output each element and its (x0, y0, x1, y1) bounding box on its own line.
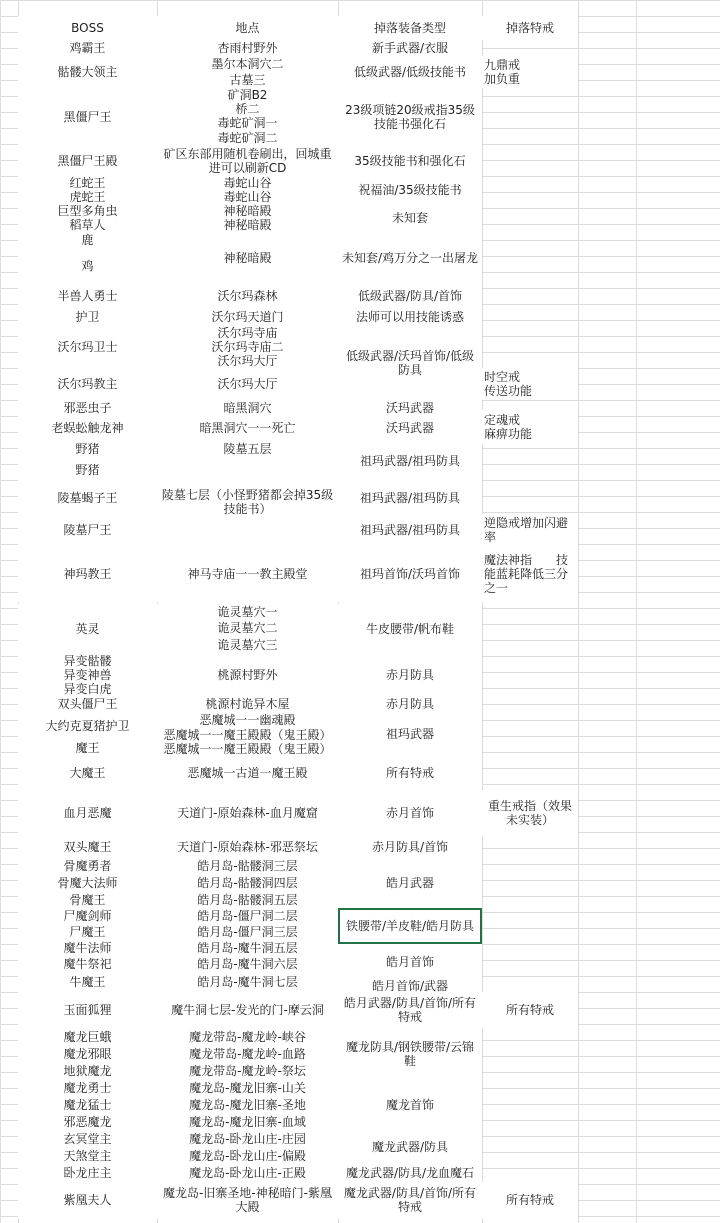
drop-cell[interactable]: 魔龙武器/防具 (338, 1130, 482, 1164)
boss-cell[interactable]: 骨魔王 (18, 892, 157, 908)
location-cell[interactable]: 沃尔玛森林 (157, 284, 338, 308)
boss-cell[interactable]: 紫凰夫人 (18, 1182, 157, 1218)
location-cell[interactable]: 魔龙岛-魔龙旧寨-血域 (157, 1114, 338, 1130)
boss-cell[interactable]: 玉面狐狸 (18, 992, 157, 1028)
drop-cell[interactable]: 祖玛武器/祖玛防具 (338, 514, 482, 546)
drop-cell[interactable]: 皓月首饰/武器 (338, 980, 482, 992)
location-cell[interactable]: 皓月岛-魔牛洞七层 (157, 972, 338, 992)
boss-cell[interactable]: 护卫 (18, 308, 157, 326)
boss-cell[interactable]: 骨魔大法师 (18, 874, 157, 892)
ring-cell[interactable]: 所有特戒 (482, 1182, 578, 1218)
header-cell-3[interactable]: 掉落特戒 (482, 16, 578, 40)
ring-cell[interactable]: 所有特戒 (482, 992, 578, 1028)
header-cell-1[interactable]: 地点 (157, 16, 338, 40)
ring-cell[interactable]: 魔法神指 技能蓝耗降低三分之一 (482, 546, 578, 602)
boss-cell[interactable]: 异变神兽 (18, 668, 157, 682)
boss-cell[interactable]: 骨魔勇者 (18, 858, 157, 874)
location-cell[interactable]: 沃尔玛大厅 (157, 368, 338, 400)
boss-cell[interactable]: 鹿 (18, 232, 157, 248)
boss-cell[interactable]: 尸魔剑师 (18, 908, 157, 924)
location-cell[interactable]: 诡灵墓穴二 (157, 620, 338, 636)
drop-cell[interactable]: 低级武器/沃玛首饰/低级防具 (338, 326, 482, 400)
drop-cell[interactable]: 皓月首饰 (338, 944, 482, 980)
drop-cell[interactable]: 皓月武器 (338, 858, 482, 908)
location-cell[interactable]: 魔龙岛-旧寨圣地-神秘暗门-紫凰大殿 (157, 1182, 338, 1218)
location-cell[interactable]: 恶魔城一一魔王殿殿（鬼王殿） (157, 742, 338, 756)
location-cell[interactable]: 皓月岛-僵尸洞二层 (157, 908, 338, 924)
location-cell[interactable]: 桃源村诡异木屋 (157, 696, 338, 712)
location-cell[interactable]: 沃尔玛寺庙二 (157, 340, 338, 354)
location-cell[interactable]: 天道门-原始森林-邪恶祭坛 (157, 836, 338, 858)
boss-cell[interactable]: 鸡 (18, 248, 157, 284)
boss-cell[interactable]: 血月恶魔 (18, 790, 157, 836)
drop-cell[interactable]: 所有特戒 (338, 756, 482, 790)
boss-cell[interactable]: 魔龙巨蛾 (18, 1028, 157, 1046)
drop-cell[interactable]: 23级项链20级戒指35级技能书强化石 (338, 88, 482, 146)
boss-cell[interactable]: 魔牛法师 (18, 940, 157, 956)
location-cell[interactable]: 恶魔城一古道一魔王殿 (157, 756, 338, 790)
location-cell[interactable]: 魔龙岛-卧龙山庄-正殿 (157, 1164, 338, 1182)
boss-cell[interactable]: 大魔王 (18, 756, 157, 790)
location-cell[interactable]: 神秘暗殿 (157, 218, 338, 232)
location-cell[interactable]: 毒蛇矿洞二 (157, 130, 338, 146)
boss-cell[interactable]: 陵墓蝎子王 (18, 482, 157, 514)
boss-cell[interactable]: 尸魔王 (18, 924, 157, 940)
boss-cell[interactable]: 大约克夏猪护卫 (18, 712, 157, 740)
location-cell[interactable]: 矿区东部用随机卷刷出，回城重进可以刷新CD (157, 146, 338, 176)
location-cell[interactable]: 毒蛇山谷 (157, 190, 338, 204)
location-cell[interactable]: 古墓三 (157, 72, 338, 88)
location-cell[interactable]: 暗黑洞穴 (157, 400, 338, 416)
boss-cell[interactable]: 魔王 (18, 740, 157, 756)
boss-cell[interactable]: 陵墓尸王 (18, 514, 157, 546)
boss-cell[interactable]: 邪恶魔龙 (18, 1114, 157, 1130)
boss-cell[interactable]: 虎蛇王 (18, 190, 157, 204)
location-cell[interactable]: 魔龙岛-魔龙旧寨-山关 (157, 1080, 338, 1096)
location-cell[interactable]: 皓月岛-魔牛洞五层 (157, 940, 338, 956)
location-cell[interactable]: 魔牛洞七层-发光的门-摩云洞 (157, 992, 338, 1028)
boss-cell[interactable]: 双头魔王 (18, 836, 157, 858)
drop-cell[interactable]: 赤月防具 (338, 654, 482, 696)
boss-cell[interactable]: 天煞堂主 (18, 1148, 157, 1164)
location-cell[interactable]: 神马寺庙一一教主殿堂 (157, 546, 338, 602)
boss-cell[interactable]: 黑僵尸王殿 (18, 146, 157, 176)
boss-cell[interactable]: 野猪 (18, 440, 157, 458)
ring-cell[interactable]: 定魂戒 麻痹功能 (482, 410, 578, 444)
location-cell[interactable]: 矿洞B2 (157, 88, 338, 102)
drop-cell[interactable]: 祖玛武器/祖玛防具 (338, 482, 482, 514)
location-cell[interactable]: 魔龙岛-卧龙山庄-庄园 (157, 1130, 338, 1148)
location-cell[interactable]: 陵墓五层 (157, 440, 338, 458)
location-cell[interactable]: 神秘暗殿 (157, 204, 338, 218)
location-cell[interactable]: 桥二 (157, 102, 338, 116)
location-cell[interactable]: 神秘暗殿 (157, 232, 338, 284)
boss-cell[interactable]: 半兽人勇士 (18, 284, 157, 308)
boss-cell[interactable]: 魔龙勇士 (18, 1080, 157, 1096)
boss-cell[interactable]: 沃尔玛卫士 (18, 326, 157, 368)
boss-cell[interactable]: 卧龙庄主 (18, 1164, 157, 1182)
drop-cell[interactable]: 低级武器/低级技能书 (338, 56, 482, 88)
drop-cell[interactable]: 祖玛武器/祖玛防具 (338, 440, 482, 482)
location-cell[interactable]: 沃尔玛天道门 (157, 308, 338, 326)
drop-cell[interactable]: 赤月防具 (338, 696, 482, 712)
location-cell[interactable]: 毒蛇山谷 (157, 176, 338, 190)
drop-cell[interactable]: 牛皮腰带/帆布鞋 (338, 604, 482, 654)
location-cell[interactable]: 墨尔本洞穴二 (157, 56, 338, 72)
boss-cell[interactable]: 英灵 (18, 604, 157, 654)
location-cell[interactable]: 魔龙带岛-魔龙岭-血路 (157, 1046, 338, 1062)
location-cell[interactable]: 暗黑洞穴一一死亡 (157, 416, 338, 440)
ring-cell[interactable]: 重生戒指（效果未实装） (482, 790, 578, 836)
boss-cell[interactable]: 玄冥堂主 (18, 1130, 157, 1148)
location-cell[interactable]: 沃尔玛寺庙 (157, 326, 338, 340)
header-cell-0[interactable]: BOSS (18, 16, 157, 40)
ring-cell[interactable]: 时空戒 传送功能 (482, 368, 578, 400)
location-cell[interactable]: 陵墓七层（小怪野猪都会掉35级技能书） (157, 458, 338, 546)
boss-cell[interactable]: 沃尔玛教主 (18, 368, 157, 400)
boss-cell[interactable]: 异变白虎 (18, 682, 157, 696)
location-cell[interactable]: 天道门-原始森林-血月魔窟 (157, 790, 338, 836)
boss-cell[interactable]: 异变骷髅 (18, 654, 157, 668)
drop-cell[interactable]: 魔龙防具/钢铁腰带/云锦鞋 (338, 1028, 482, 1080)
location-cell[interactable]: 魔龙岛-卧龙山庄-偏殿 (157, 1148, 338, 1164)
boss-cell[interactable]: 鸡霸王 (18, 40, 157, 56)
drop-cell[interactable]: 魔龙武器/防具/首饰/所有特戒 (338, 1182, 482, 1218)
drop-cell[interactable]: 未知套 (338, 204, 482, 232)
location-cell[interactable]: 皓月岛-骷髅洞四层 (157, 874, 338, 892)
boss-cell[interactable]: 老蜈蚣触龙神 (18, 416, 157, 440)
location-cell[interactable]: 诡灵墓穴一 (157, 604, 338, 620)
drop-cell[interactable]: 赤月首饰 (338, 790, 482, 836)
drop-cell[interactable]: 新手武器/衣服 (338, 40, 482, 56)
drop-cell[interactable]: 祖玛武器 (338, 712, 482, 756)
boss-cell[interactable]: 红蛇王 (18, 176, 157, 190)
location-cell[interactable]: 皓月岛-魔牛洞六层 (157, 956, 338, 972)
boss-cell[interactable]: 巨型多角虫 (18, 204, 157, 218)
location-cell[interactable]: 皓月岛-僵尸洞三层 (157, 924, 338, 940)
boss-cell[interactable]: 黑僵尸王 (18, 88, 157, 146)
location-cell[interactable]: 魔龙岛-魔龙旧寨-圣地 (157, 1096, 338, 1114)
location-cell[interactable]: 毒蛇矿洞一 (157, 116, 338, 130)
location-cell[interactable]: 皓月岛-骷髅洞五层 (157, 892, 338, 908)
drop-cell[interactable]: 沃玛武器 (338, 400, 482, 416)
header-cell-2[interactable]: 掉落装备类型 (338, 16, 482, 40)
boss-cell[interactable]: 牛魔王 (18, 972, 157, 992)
drop-cell[interactable]: 35级技能书和强化石 (338, 146, 482, 176)
location-cell[interactable]: 桃源村野外 (157, 654, 338, 696)
drop-cell[interactable]: 低级武器/防具/首饰 (338, 284, 482, 308)
drop-cell[interactable]: 祝福油/35级技能书 (338, 176, 482, 204)
boss-cell[interactable]: 骷髅大领主 (18, 56, 157, 88)
drop-cell[interactable]: 魔龙首饰 (338, 1080, 482, 1130)
location-cell[interactable]: 恶魔城一一幽魂殿 (157, 712, 338, 728)
drop-cell[interactable]: 魔龙武器/防具/龙血魔石 (338, 1164, 482, 1182)
selected-cell[interactable]: 铁腰带/羊皮鞋/皓月防具 (338, 908, 482, 944)
drop-cell[interactable]: 未知套/鸡万分之一出屠龙 (338, 232, 482, 284)
drop-cell[interactable]: 法师可以用技能诱惑 (338, 308, 482, 326)
boss-cell[interactable]: 地狱魔龙 (18, 1062, 157, 1080)
location-cell[interactable]: 沃尔玛大厅 (157, 354, 338, 368)
location-cell[interactable]: 诡灵墓穴三 (157, 636, 338, 654)
location-cell[interactable]: 皓月岛-骷髅洞三层 (157, 858, 338, 874)
boss-cell[interactable]: 双头僵尸王 (18, 696, 157, 712)
boss-cell[interactable]: 野猪 (18, 458, 157, 482)
boss-cell[interactable]: 魔牛祭祀 (18, 956, 157, 972)
location-cell[interactable]: 魔龙带岛-魔龙岭-祭坛 (157, 1062, 338, 1080)
boss-cell[interactable]: 魔龙猛士 (18, 1096, 157, 1114)
boss-cell[interactable]: 魔龙邪眼 (18, 1046, 157, 1062)
location-cell[interactable]: 杏雨村野外 (157, 40, 338, 56)
boss-cell[interactable]: 稻草人 (18, 218, 157, 232)
drop-cell[interactable]: 赤月防具/首饰 (338, 836, 482, 858)
location-cell[interactable]: 魔龙带岛-魔龙岭-峡谷 (157, 1028, 338, 1046)
ring-cell[interactable]: 逆隐戒增加闪避率 (482, 514, 578, 546)
drop-cell[interactable]: 沃玛武器 (338, 416, 482, 440)
drop-cell[interactable]: 皓月武器/防具/首饰/所有特戒 (338, 992, 482, 1028)
ring-cell[interactable]: 九鼎戒 加负重 (482, 56, 578, 88)
drop-cell[interactable]: 祖玛首饰/沃玛首饰 (338, 546, 482, 602)
location-cell[interactable]: 恶魔城一一魔王殿殿（鬼王殿） (157, 728, 338, 742)
boss-cell[interactable]: 神玛教王 (18, 546, 157, 602)
boss-cell[interactable]: 邪恶虫子 (18, 400, 157, 416)
